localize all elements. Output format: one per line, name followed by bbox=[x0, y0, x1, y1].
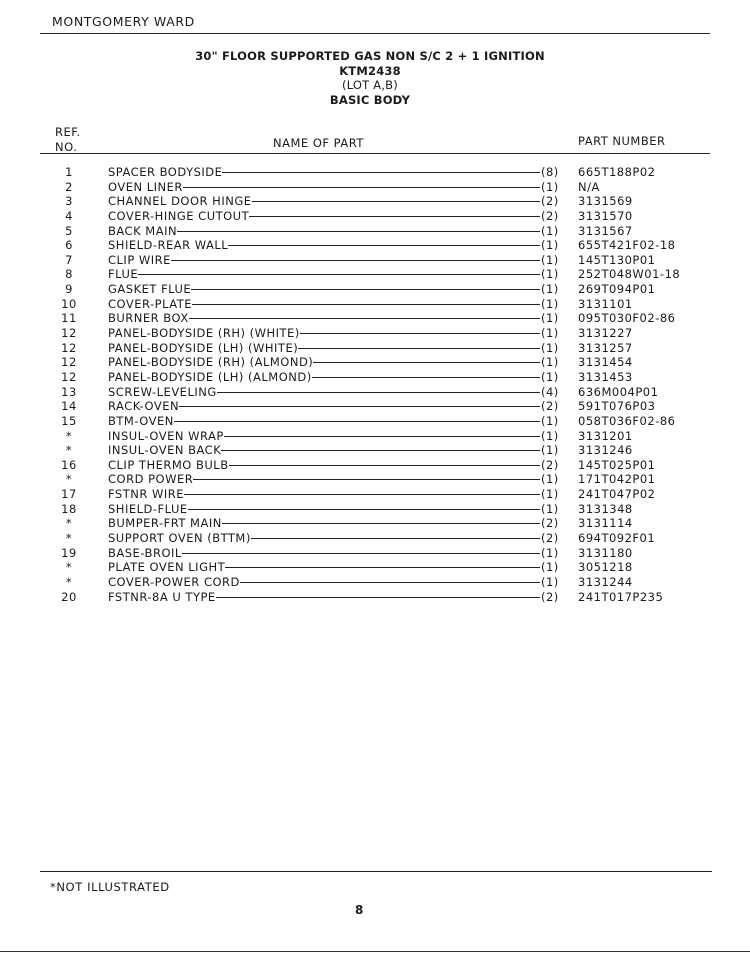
part-number: 171T042P01 bbox=[578, 472, 656, 487]
ref-number: 8 bbox=[65, 267, 73, 282]
part-number: 3131227 bbox=[578, 326, 633, 341]
ref-number: 3 bbox=[65, 194, 73, 209]
quantity: (1) bbox=[541, 546, 561, 560]
table-row bbox=[0, 194, 750, 209]
part-number: 3131244 bbox=[578, 574, 633, 589]
part-name: PLATE OVEN LIGHT bbox=[108, 560, 226, 575]
part-name: INSUL-OVEN WRAP bbox=[108, 428, 224, 443]
part-name: BTM-OVEN bbox=[108, 413, 174, 428]
column-header-ref bbox=[55, 125, 81, 155]
ref-number: * bbox=[65, 574, 73, 589]
ref-number: 5 bbox=[65, 223, 73, 238]
table-row bbox=[0, 487, 750, 502]
table-row bbox=[0, 590, 750, 605]
table-row bbox=[0, 341, 750, 356]
table-row bbox=[0, 165, 750, 180]
part-name: PANEL-BODYSIDE (RH) (ALMOND) bbox=[108, 355, 314, 370]
table-row bbox=[0, 326, 750, 341]
table-row bbox=[0, 429, 750, 444]
part-number: 058T036F02-86 bbox=[578, 413, 676, 428]
ref-number: 12 bbox=[61, 326, 77, 341]
quantity: (2) bbox=[541, 458, 561, 472]
brand-name: MONTGOMERY WARD bbox=[52, 14, 195, 29]
quantity: (1) bbox=[541, 429, 561, 443]
quantity: (2) bbox=[541, 590, 561, 604]
part-number: 252T048W01-18 bbox=[578, 267, 681, 282]
quantity: (1) bbox=[541, 326, 561, 340]
quantity: (2) bbox=[541, 194, 561, 208]
part-name: SCREW-LEVELING bbox=[108, 384, 217, 399]
part-name: SUPPORT OVEN (BTTM) bbox=[108, 531, 251, 546]
quantity: (1) bbox=[541, 560, 561, 574]
ref-number: * bbox=[65, 472, 73, 487]
ref-number: 9 bbox=[65, 282, 73, 297]
document-title: 30" FLOOR SUPPORTED GAS NON S/C 2 + 1 IGNITION bbox=[195, 49, 545, 63]
table-row bbox=[0, 385, 750, 400]
part-number: 269T094P01 bbox=[578, 282, 656, 297]
table-row bbox=[0, 370, 750, 385]
ref-number: * bbox=[65, 428, 73, 443]
quantity: (1) bbox=[541, 267, 561, 281]
ref-number: 1 bbox=[65, 165, 73, 179]
part-number: 145T025P01 bbox=[578, 457, 656, 472]
lot-label: (LOT A,B) bbox=[342, 78, 398, 92]
quantity: (4) bbox=[541, 385, 561, 399]
table-row bbox=[0, 297, 750, 312]
part-number: 095T030F02-86 bbox=[578, 311, 676, 326]
footer-rule bbox=[40, 871, 712, 872]
table-row bbox=[0, 560, 750, 575]
part-name: BASE-BROIL bbox=[108, 545, 182, 560]
quantity: (2) bbox=[541, 209, 561, 223]
table-row bbox=[0, 443, 750, 458]
part-number: 3131257 bbox=[578, 340, 633, 355]
quantity: (1) bbox=[541, 311, 561, 325]
table-row bbox=[0, 238, 750, 253]
part-number: 241T017P235 bbox=[578, 589, 664, 604]
ref-number: 10 bbox=[61, 296, 77, 311]
ref-number: 7 bbox=[65, 252, 73, 267]
ref-number: 16 bbox=[61, 457, 77, 472]
table-row bbox=[0, 472, 750, 487]
table-row bbox=[0, 253, 750, 268]
quantity: (1) bbox=[541, 575, 561, 589]
part-number: 655T421F02-18 bbox=[578, 238, 676, 253]
part-name: PANEL-BODYSIDE (LH) (WHITE) bbox=[108, 340, 299, 355]
quantity: (1) bbox=[541, 282, 561, 296]
section-title: BASIC BODY bbox=[329, 92, 411, 107]
ref-number: 18 bbox=[61, 501, 77, 516]
part-name: OVEN LINER bbox=[108, 179, 183, 194]
part-number: 3131114 bbox=[578, 516, 633, 531]
ref-number: 12 bbox=[61, 369, 77, 384]
table-row bbox=[0, 546, 750, 561]
part-name: CHANNEL DOOR HINGE bbox=[108, 194, 252, 209]
quantity: (1) bbox=[541, 297, 561, 311]
part-name: FSTNR WIRE bbox=[108, 487, 185, 502]
part-number: 3131180 bbox=[578, 545, 633, 560]
part-name: COVER-PLATE bbox=[108, 296, 193, 311]
part-name: FLUE bbox=[108, 267, 139, 282]
table-row bbox=[0, 458, 750, 473]
part-number: 591T076P03 bbox=[578, 399, 656, 414]
part-name: COVER-POWER CORD bbox=[108, 574, 240, 589]
part-name: BACK MAIN bbox=[108, 223, 178, 238]
table-row bbox=[0, 516, 750, 531]
page-number: 8 bbox=[355, 903, 364, 917]
table-row bbox=[0, 311, 750, 326]
model-number: KTM2438 bbox=[339, 63, 401, 78]
part-number: 636M004P01 bbox=[578, 384, 659, 399]
part-name: SHIELD-REAR WALL bbox=[108, 238, 229, 253]
part-name: FSTNR-8A U TYPE bbox=[108, 589, 216, 604]
part-name: CLIP THERMO BULB bbox=[108, 457, 229, 472]
ref-number: 11 bbox=[61, 311, 77, 326]
table-row bbox=[0, 282, 750, 297]
title-block bbox=[0, 49, 740, 107]
part-name: SHIELD-FLUE bbox=[108, 501, 188, 516]
table-row bbox=[0, 224, 750, 239]
part-number: 3131569 bbox=[578, 194, 633, 209]
part-number: 241T047P02 bbox=[578, 487, 656, 502]
table-row bbox=[0, 414, 750, 429]
part-number: 694T092F01 bbox=[578, 531, 656, 546]
table-row bbox=[0, 531, 750, 546]
column-header-ref-line1: REF. bbox=[55, 125, 81, 139]
column-header-ref-line2: NO. bbox=[55, 140, 78, 154]
ref-number: 12 bbox=[61, 340, 77, 355]
ref-number: 15 bbox=[61, 413, 77, 428]
quantity: (1) bbox=[541, 414, 561, 428]
ref-number: * bbox=[65, 531, 73, 546]
quantity: (1) bbox=[541, 180, 561, 194]
part-number: 145T130P01 bbox=[578, 252, 656, 267]
quantity: (2) bbox=[541, 399, 561, 413]
table-row bbox=[0, 267, 750, 282]
part-name: INSUL-OVEN BACK bbox=[108, 443, 222, 458]
part-name: GASKET FLUE bbox=[108, 282, 192, 297]
table-row bbox=[0, 399, 750, 414]
part-name: RACK-OVEN bbox=[108, 399, 180, 414]
header-rule bbox=[40, 33, 710, 34]
part-number: 3131348 bbox=[578, 501, 633, 516]
quantity: (1) bbox=[541, 224, 561, 238]
column-header-part-number: PART NUMBER bbox=[578, 134, 666, 148]
quantity: (1) bbox=[541, 355, 561, 369]
part-name: PANEL-BODYSIDE (LH) (ALMOND) bbox=[108, 369, 312, 384]
quantity: (1) bbox=[541, 253, 561, 267]
table-row bbox=[0, 575, 750, 590]
part-name: SPACER BODYSIDE bbox=[108, 165, 223, 179]
table-row bbox=[0, 209, 750, 224]
part-name: BURNER BOX bbox=[108, 311, 189, 326]
part-number: 3131570 bbox=[578, 208, 633, 223]
part-name: PANEL-BODYSIDE (RH) (WHITE) bbox=[108, 326, 300, 341]
quantity: (8) bbox=[541, 165, 561, 179]
ref-number: * bbox=[65, 516, 73, 531]
quantity: (1) bbox=[541, 238, 561, 252]
ref-number: * bbox=[65, 560, 73, 575]
table-row bbox=[0, 355, 750, 370]
quantity: (1) bbox=[541, 443, 561, 457]
bottom-rule bbox=[0, 951, 750, 952]
ref-number: 19 bbox=[61, 545, 77, 560]
ref-number: 12 bbox=[61, 355, 77, 370]
part-number: N/A bbox=[578, 179, 600, 194]
part-number: 3131567 bbox=[578, 223, 633, 238]
column-header-rule bbox=[40, 153, 710, 154]
part-number: 3131246 bbox=[578, 443, 633, 458]
quantity: (1) bbox=[541, 487, 561, 501]
part-name: CORD POWER bbox=[108, 472, 194, 487]
part-name: CLIP WIRE bbox=[108, 252, 171, 267]
part-number: 665T188P02 bbox=[578, 165, 656, 179]
quantity: (1) bbox=[541, 370, 561, 384]
ref-number: 4 bbox=[65, 208, 73, 223]
ref-number: 13 bbox=[61, 384, 77, 399]
ref-number: 2 bbox=[65, 179, 73, 194]
part-name: COVER-HINGE CUTOUT bbox=[108, 208, 250, 223]
ref-number: 20 bbox=[61, 589, 77, 604]
ref-number: 6 bbox=[65, 238, 73, 253]
part-number: 3131101 bbox=[578, 296, 633, 311]
column-header-name: NAME OF PART bbox=[273, 136, 364, 150]
part-number: 3131201 bbox=[578, 428, 633, 443]
table-row bbox=[0, 502, 750, 517]
ref-number: 17 bbox=[61, 487, 77, 502]
footnote: *NOT ILLUSTRATED bbox=[50, 880, 170, 894]
quantity: (2) bbox=[541, 531, 561, 545]
part-number: 3131454 bbox=[578, 355, 633, 370]
table-row bbox=[0, 180, 750, 195]
parts-table bbox=[0, 165, 750, 604]
quantity: (1) bbox=[541, 472, 561, 486]
part-number: 3051218 bbox=[578, 560, 633, 575]
ref-number: 14 bbox=[61, 399, 77, 414]
part-number: 3131453 bbox=[578, 369, 633, 384]
quantity: (1) bbox=[541, 341, 561, 355]
quantity: (2) bbox=[541, 516, 561, 530]
part-name: BUMPER-FRT MAIN bbox=[108, 516, 222, 531]
ref-number: * bbox=[65, 443, 73, 458]
quantity: (1) bbox=[541, 502, 561, 516]
